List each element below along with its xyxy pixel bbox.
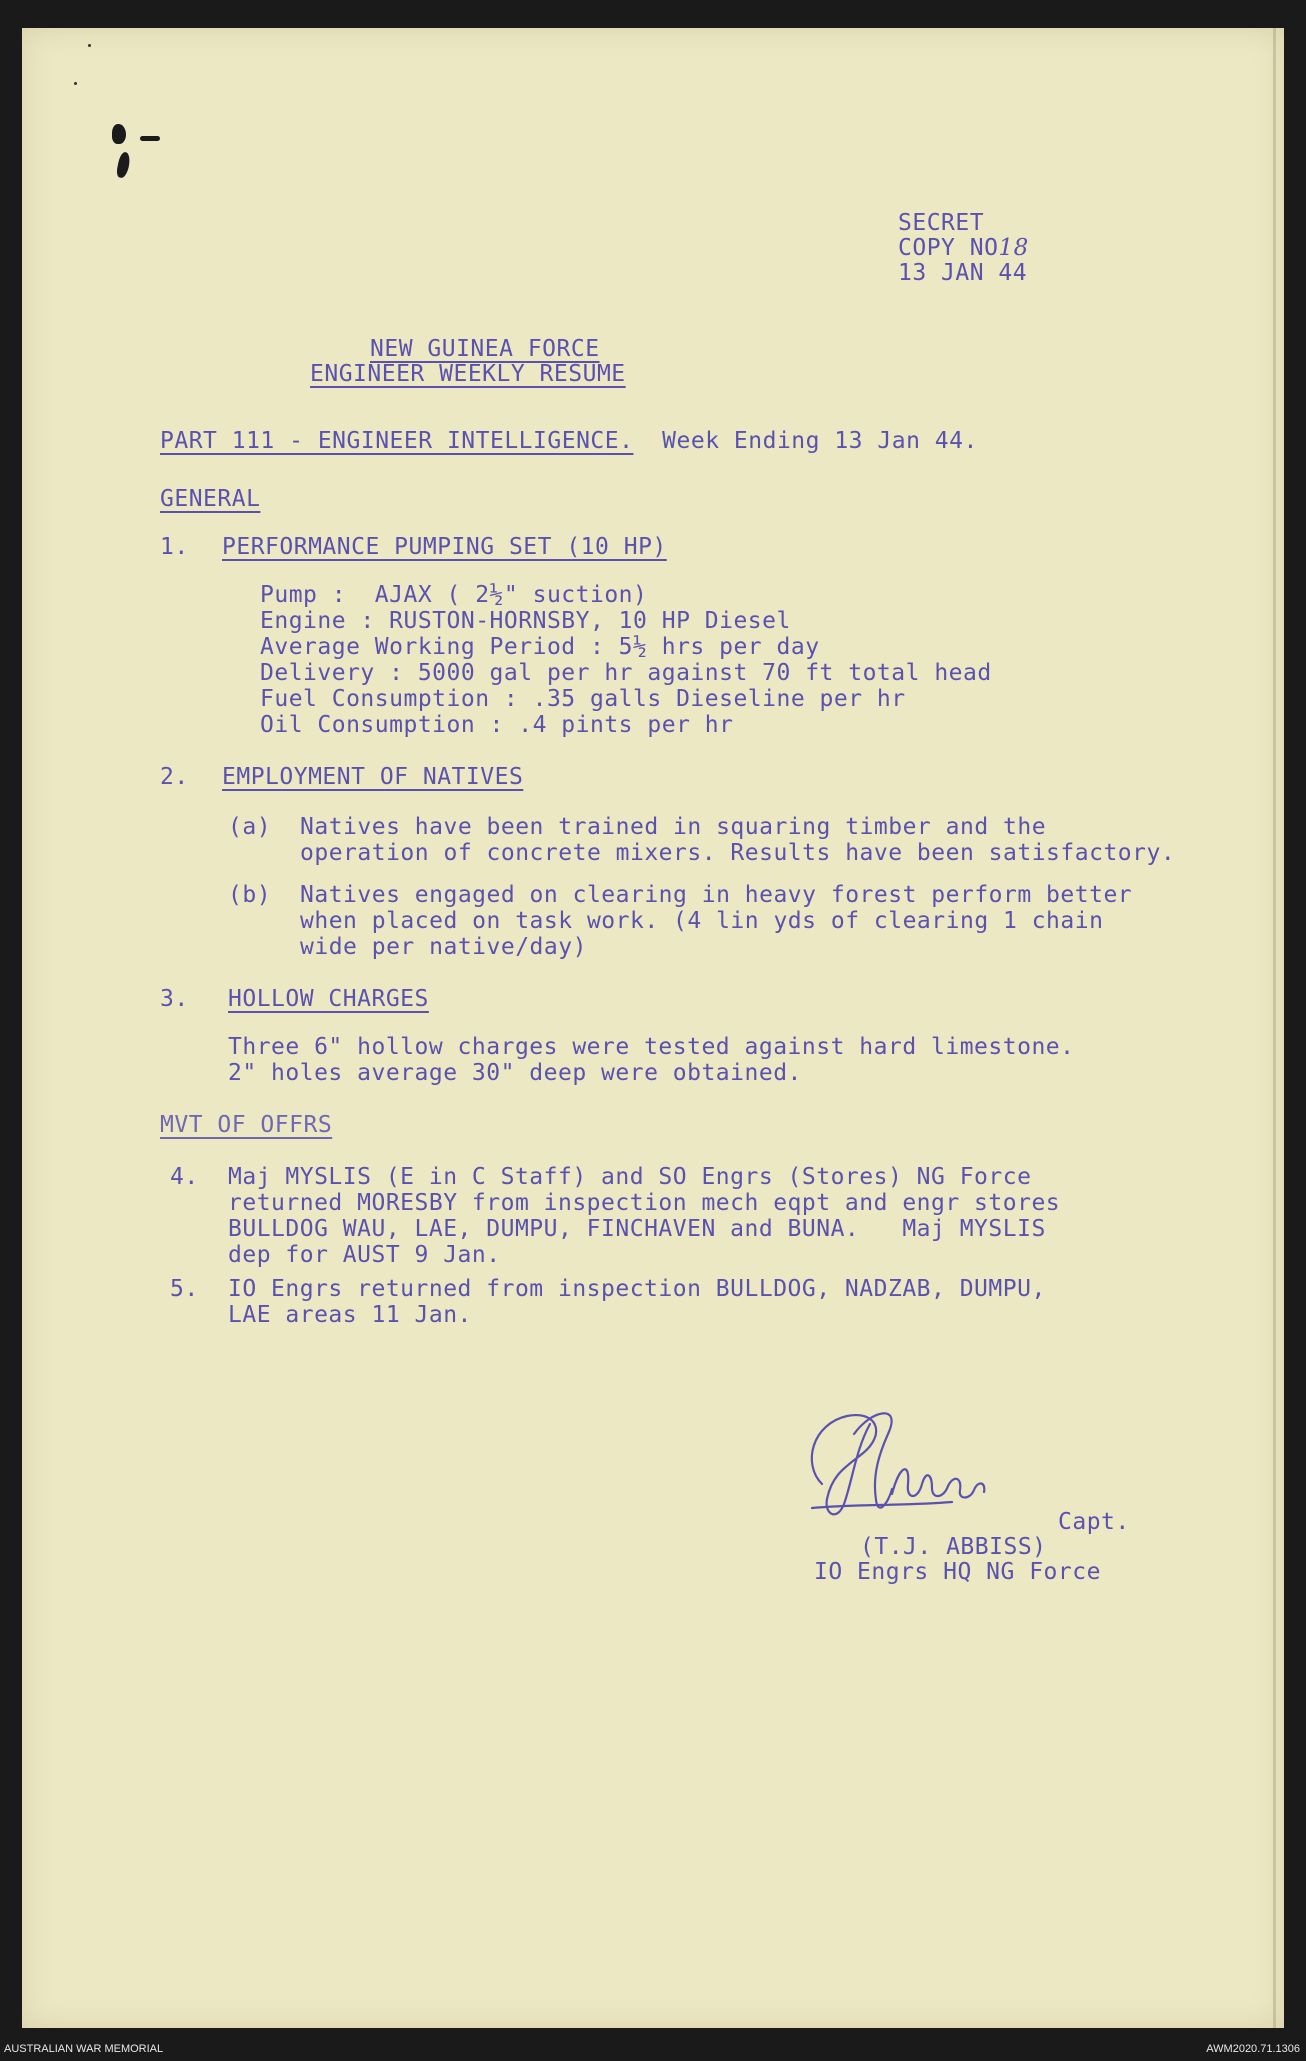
part-label: PART 111 - ENGINEER INTELLIGENCE. <box>160 428 634 454</box>
title-line-2: ENGINEER WEEKLY RESUME <box>310 361 626 387</box>
item-2b-label: (b) <box>228 882 272 908</box>
paragraph-line: BULLDOG WAU, LAE, DUMPU, FINCHAVEN and BUNA. Maj MYSLIS <box>228 1216 1046 1242</box>
item-2a-text <box>300 814 1175 866</box>
part-heading <box>160 428 978 454</box>
paragraph-line: Natives engaged on clearing in heavy forest perform better <box>300 882 1133 908</box>
paragraph-line: wide per native/day) <box>300 934 587 960</box>
part-spacer <box>633 428 662 454</box>
paragraph-line: 2" holes average 30" deep were obtained. <box>228 1060 802 1086</box>
spec-line: Engine : RUSTON-HORNSBY, 10 HP Diesel <box>260 608 791 634</box>
handwritten-signature <box>792 1404 1070 1536</box>
spec-line: Fuel Consumption : .35 galls Dieseline per hr <box>260 686 906 712</box>
paragraph-line: LAE areas 11 Jan. <box>228 1302 472 1328</box>
section-movement-of-officers: MVT OF OFFRS <box>160 1112 333 1138</box>
paragraph-line: dep for AUST 9 Jan. <box>228 1242 501 1268</box>
spec-line: Average Working Period : 5½ hrs per day <box>260 634 820 660</box>
paper-speck <box>74 82 77 85</box>
item-2-number: 2. <box>160 764 189 790</box>
item-2a-label: (a) <box>228 814 272 840</box>
copy-number-label: COPY NO <box>898 235 999 261</box>
title-line-1: NEW GUINEA FORCE <box>370 336 600 362</box>
paragraph-line: operation of concrete mixers. Results have been satisfactory. <box>300 840 1176 866</box>
item-3-number: 3. <box>160 986 189 1012</box>
signatory-name: (T.J. ABBISS) <box>860 1534 1047 1560</box>
item-1-specs <box>260 582 992 738</box>
item-3-heading: HOLLOW CHARGES <box>228 986 429 1012</box>
item-5-text <box>228 1276 1046 1328</box>
spec-line: Delivery : 5000 gal per hr against 70 ft total head <box>260 660 992 686</box>
paragraph-line: IO Engrs returned from inspection BULLDOG, NADZAB, DUMPU, <box>228 1276 1046 1302</box>
spec-line: Pump : AJAX ( 2½" suction) <box>260 582 648 608</box>
ink-blot <box>140 136 160 141</box>
paragraph-line: Maj MYSLIS (E in C Staff) and SO Engrs (Stores) NG Force <box>228 1164 1032 1190</box>
item-4-number: 4. <box>170 1164 199 1190</box>
copy-number-handwritten: 18 <box>998 235 1029 261</box>
paper-speck <box>88 44 91 47</box>
footer-left: AUSTRALIAN WAR MEMORIAL <box>4 2043 164 2055</box>
item-4-text <box>228 1164 1060 1268</box>
item-1-number: 1. <box>160 534 189 560</box>
signatory-position: IO Engrs HQ NG Force <box>814 1559 1101 1585</box>
classification-label: SECRET <box>898 210 985 236</box>
signatory-rank: Capt. <box>1058 1509 1130 1535</box>
paragraph-line: returned MORESBY from inspection mech eqpt and engr stores <box>228 1190 1061 1216</box>
item-2-heading: EMPLOYMENT OF NATIVES <box>222 764 524 790</box>
item-5-number: 5. <box>170 1276 199 1302</box>
spec-line: Oil Consumption : .4 pints per hr <box>260 712 734 738</box>
copy-number <box>898 235 1029 261</box>
ink-blot <box>112 124 126 144</box>
paragraph-line: when placed on task work. (4 lin yds of clearing 1 chain <box>300 908 1104 934</box>
item-1-heading: PERFORMANCE PUMPING SET (10 HP) <box>222 534 667 560</box>
item-3-text <box>228 1034 1074 1086</box>
document-date: 13 JAN 44 <box>898 260 1028 286</box>
paragraph-line: Natives have been trained in squaring timber and the <box>300 814 1047 840</box>
signature-alt-text: TJAbbiss <box>992 1517 1070 1536</box>
week-ending: Week Ending 13 Jan 44. <box>662 428 978 454</box>
paragraph-line: Three 6" hollow charges were tested against hard limestone. <box>228 1034 1075 1060</box>
section-general: GENERAL <box>160 486 261 512</box>
footer-right: AWM2020.71.1306 <box>1206 2043 1300 2055</box>
item-2b-text <box>300 882 1132 960</box>
ink-blot <box>115 151 131 179</box>
document-page <box>22 28 1284 2028</box>
